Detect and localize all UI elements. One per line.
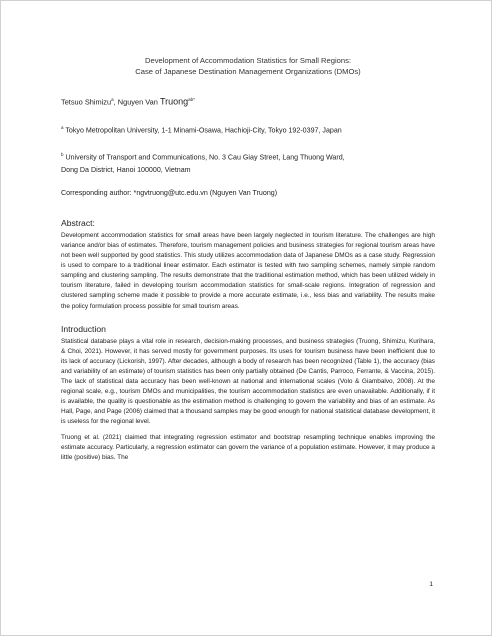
abstract-text: Development accommodation statistics for small areas have been largely neglected in tourism literature. The challenges are high variance and/or bias of estimates. Therefore, tourism management policies and business strategies for regional tourism areas have not been well supported by good statistics. This study utilizes accommodation data of Japanese DMOs as a case study. Regression is used to compare to a traditional linear estimator. Each estimator is tested with two sampling schemes, namely simple random sampling and clustering sampling. The results demonstrate that the traditional estimation method, which has been utilized widely in tourism literature, failed in developing tourism accommodation statistics for small-scale regions. Integration of regression and clustered sampling scheme made it possible to provide a more accurate estimate, i.e., less bias and variability. The results make the policy formulation process possible for small tourism areas. — [61, 232, 435, 310]
title-line-1: Development of Accommodation Statistics for Small Regions: — [145, 56, 351, 65]
author-2-surname: Truong — [159, 96, 189, 107]
author-1-superscript: a — [111, 97, 114, 102]
paper-content — [61, 56, 435, 463]
author-list — [61, 95, 435, 107]
affiliation-b-line-1: University of Transport and Communications, No. 3 Cau Giay Street, Lang Thuong Ward, — [65, 153, 345, 162]
affiliation-b — [61, 148, 435, 177]
affiliation-a-text: Tokyo Metropolitan University, 1-1 Minami-Osawa, Hachioji-City, Tokyo 192-0397, Japan — [65, 126, 342, 135]
corresponding-author: Corresponding author: *ngvtruong@utc.edu.vn (Nguyen Van Truong) — [61, 189, 278, 198]
author-1-name: Tetsuo Shimizu — [61, 97, 112, 107]
introduction-heading: Introduction — [61, 323, 106, 334]
affiliation-b-marker: b — [61, 151, 64, 157]
affiliation-a-marker: a — [61, 125, 64, 131]
author-separator: , Nguyen Van — [113, 97, 160, 107]
affiliation-a — [61, 121, 435, 137]
page-number: 1 — [429, 581, 433, 588]
introduction-paragraph-2: Truong et al. (2021) claimed that integrating regression estimator and bootstrap resampling technique enables improving the estimate accuracy. Particularly, a regression estimator can govern the variance of a population estimate. However, it may produce a little (positive) bias. The — [61, 433, 435, 462]
introduction-paragraph-1: Statistical database plays a vital role in research, decision-making processes, and business strategies (Truong, Shimizu, Kurihara, & Choi, 2021). However, it has served mostly for government purposes. Its uses for tourism business have been inefficient due to its lack of accuracy (Lickorish, 1997). After decades, although a body of research has been recognized (Table 1), the accuracy (bias and variability of an estimate) of tourism statistics has been only partially obtained (De Cantis, Parroco, Ferrante, & Vaccina, 2015). The lack of statistical data accuracy has been well-known at national and international scales (Volo & Giambalvo, 2008). At the regional scale, e.g., tourism DMOs and municipalities, the tourism accommodation statistics are even unavailable. Additionally, if it is available, the quality is questionable as the estimation method is challenging to govern the variability and bias of an estimate. As Hall, Page, and Page (2006) claimed that a thousand samples may be good enough for national statistical database development, it is useless for the regional level. — [61, 337, 435, 425]
abstract-heading: Abstract: — [61, 218, 95, 229]
affiliation-b-line-2: Dong Da District, Hanoi 100000, Vietnam — [61, 166, 191, 175]
title-line-2: Case of Japanese Destination Management Organizations (DMOs) — [135, 66, 361, 76]
paper-title — [61, 56, 435, 77]
author-2-superscript: ab* — [188, 97, 195, 102]
